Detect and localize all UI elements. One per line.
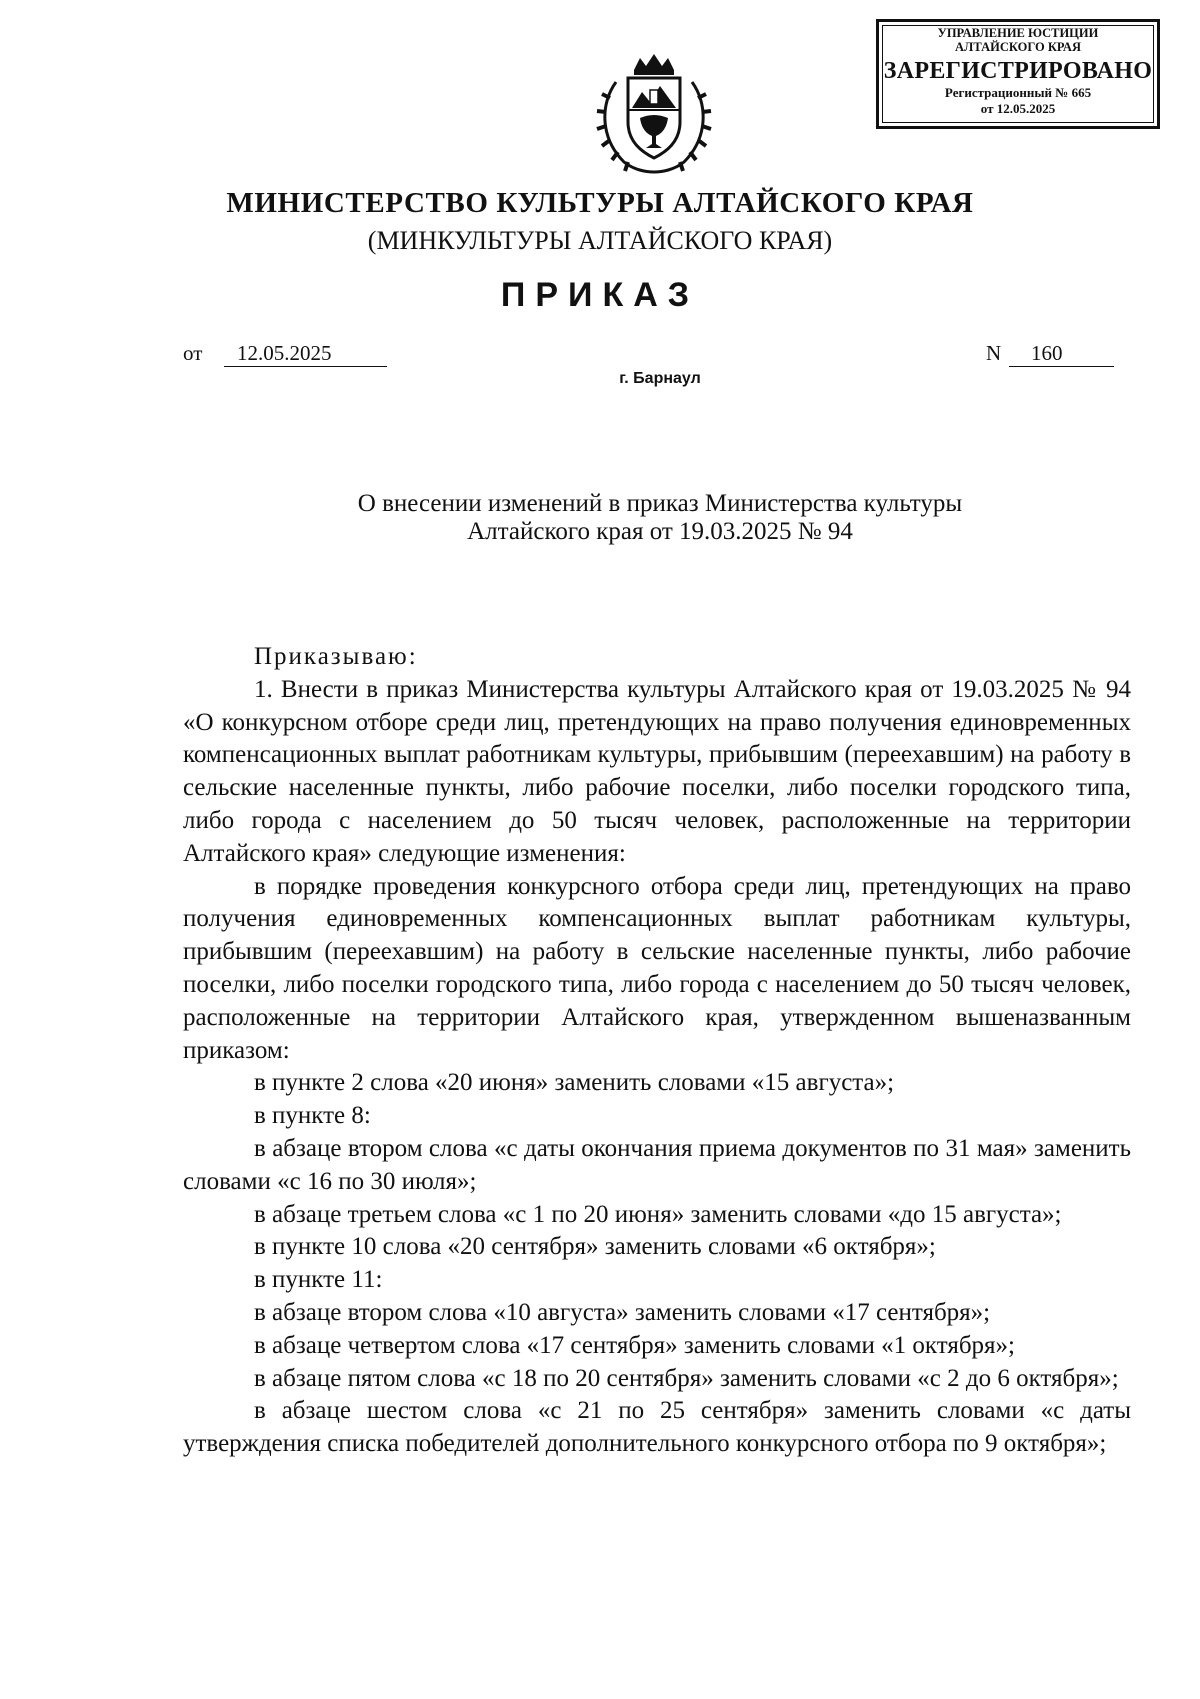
paragraph: в пункте 10 слова «20 сентября» заменить словами «6 октября»;	[254, 1233, 936, 1261]
paragraph: в пункте 2 слова «20 июня» заменить словами «15 августа»;	[254, 1069, 895, 1097]
paragraph: в пункте 8:	[254, 1102, 371, 1130]
paragraph: в абзаце шестом слова «с 21 по 25 сентября» заменить словами «с даты утверждения списка победителей дополнительного конкурсного отбора по 9 октября»;	[183, 1397, 1131, 1458]
stamp-date: от 12.05.2025	[980, 101, 1056, 116]
document-type-title: ПРИКАЗ	[500, 276, 700, 314]
date-label: от	[183, 341, 203, 365]
altai-krai-coat-of-arms-icon	[594, 52, 714, 178]
stamp-status: ЗАРЕГИСТРИРОВАНО	[883, 58, 1153, 84]
order-body	[183, 641, 1131, 1461]
number-label: N	[986, 341, 1002, 365]
stamp-organization-line1: УПРАВЛЕНИЕ ЮСТИЦИИ	[937, 26, 1099, 40]
ministry-short-name: (МИНКУЛЬТУРЫ АЛТАЙСКОГО КРАЯ)	[367, 226, 833, 255]
paragraph: в порядке проведения конкурсного отбора среди лиц, претендующих на право получения единовременных компенсационных выплат работникам культуры, прибывшим (переехавшим) на работу в сельские населенные пункты, либо рабочие поселки, либо поселки городского типа, либо города с населением до 50 тысяч человек, расположенные на территории Алтайского края, утвержденном вышеназванным приказом:	[183, 872, 1131, 1064]
order-subject	[150, 490, 1170, 546]
paragraph: в абзаце третьем слова «с 1 по 20 июня» заменить словами «до 15 августа»;	[254, 1200, 1062, 1228]
stamp-registration-number: Регистрационный № 665	[944, 85, 1092, 100]
subject-line1: О внесении изменений в приказ Министерства культуры	[357, 490, 963, 517]
paragraph: в абзаце пятом слова «с 18 по 20 сентября» заменить словами «с 2 до 6 октября»;	[254, 1364, 1119, 1392]
stamp-organization-line2: АЛТАЙСКОГО КРАЯ	[955, 40, 1081, 54]
order-number: 160	[1009, 341, 1114, 367]
ministry-name: МИНИСТЕРСТВО КУЛЬТУРЫ АЛТАЙСКОГО КРАЯ	[226, 187, 974, 219]
paragraph: в абзаце четвертом слова «17 сентября» заменить словами «1 октября»;	[254, 1331, 1015, 1359]
subject-line2: Алтайского края от 19.03.2025 № 94	[467, 518, 853, 545]
paragraph: в абзаце втором слова «с даты окончания приема документов по 31 мая» заменить словами «с 16 по 30 июля»;	[183, 1134, 1131, 1195]
paragraph: в пункте 11:	[254, 1266, 383, 1294]
registration-stamp	[876, 19, 1160, 129]
paragraph: в абзаце втором слова «10 августа» заменить словами «17 сентября»;	[254, 1298, 991, 1326]
paragraph: 1. Внести в приказ Министерства культуры Алтайского края от 19.03.2025 № 94 «О конкурсном отборе среди лиц, претендующих на право получения единовременных компенсационных выплат работникам культуры, прибывшим (переехавшим) на работу в сельские населенные пункты, либо рабочие поселки, либо поселки городского типа, либо города с населением до 50 тысяч человек, расположенные на территории Алтайского края» следующие изменения:	[183, 675, 1131, 867]
city: г. Барнаул	[619, 370, 701, 387]
order-word: Приказываю:	[254, 643, 418, 670]
order-date: 12.05.2025	[224, 341, 387, 367]
